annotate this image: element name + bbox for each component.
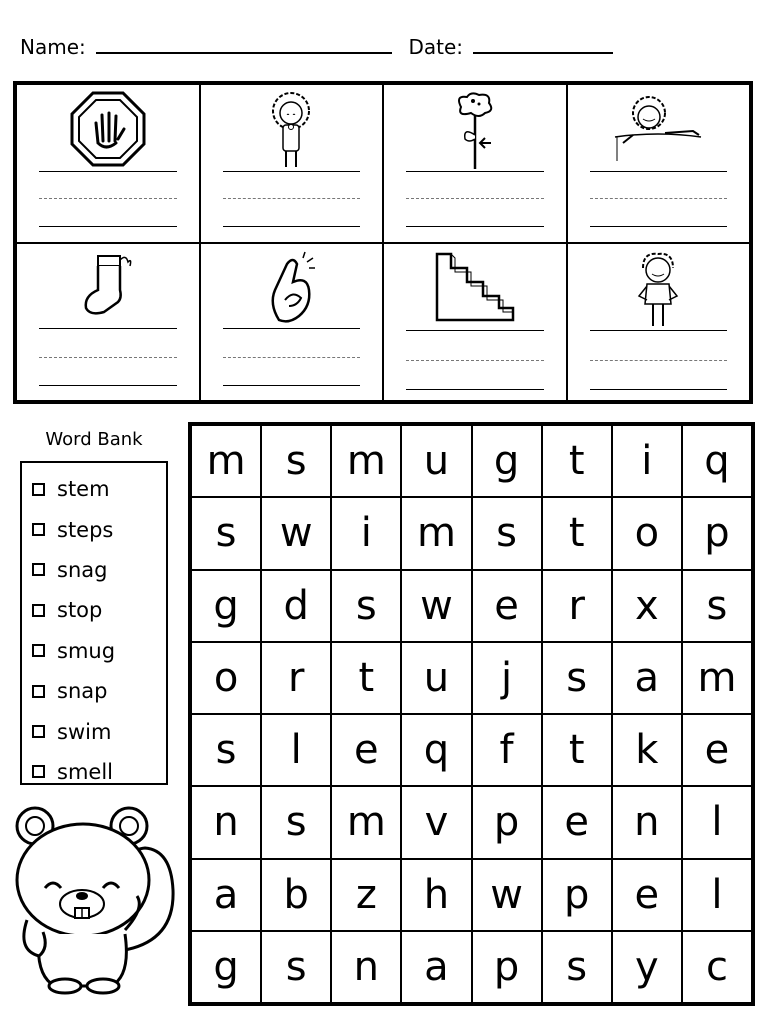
letter-cell[interactable]: l — [682, 859, 752, 931]
checkbox[interactable] — [32, 765, 45, 778]
checkbox[interactable] — [32, 483, 45, 496]
boy-swimming-icon — [613, 91, 703, 167]
letter-cell[interactable]: e — [612, 859, 682, 931]
letter-cell[interactable]: u — [401, 425, 471, 497]
letter-cell[interactable]: r — [542, 570, 612, 642]
letter-cell[interactable]: m — [191, 425, 261, 497]
letter-cell[interactable]: e — [331, 714, 401, 786]
smug-boy-icon — [633, 250, 683, 330]
word-bank-item[interactable]: smell — [22, 752, 166, 792]
letter-cell[interactable]: s — [331, 570, 401, 642]
letter-cell[interactable]: m — [682, 642, 752, 714]
letter-cell[interactable]: g — [191, 570, 261, 642]
letter-cell[interactable]: e — [472, 570, 542, 642]
header — [20, 34, 613, 59]
letter-cell[interactable]: a — [191, 859, 261, 931]
letter-cell[interactable]: a — [612, 642, 682, 714]
name-label: Name: — [20, 35, 86, 59]
letter-cell[interactable]: e — [682, 714, 752, 786]
letter-cell[interactable]: w — [472, 859, 542, 931]
picture-cell — [567, 84, 751, 243]
letter-cell[interactable]: r — [261, 642, 331, 714]
letter-cell[interactable]: t — [542, 425, 612, 497]
letter-cell[interactable]: m — [331, 786, 401, 858]
checkbox[interactable] — [32, 604, 45, 617]
checkbox[interactable] — [32, 725, 45, 738]
letter-cell[interactable]: x — [612, 570, 682, 642]
letter-cell[interactable]: s — [261, 786, 331, 858]
checkbox[interactable] — [32, 644, 45, 657]
letter-cell[interactable]: j — [472, 642, 542, 714]
letter-cell[interactable]: p — [472, 786, 542, 858]
letter-cell[interactable]: b — [261, 859, 331, 931]
stop-sign-icon — [70, 91, 146, 167]
word-bank-item[interactable]: swim — [22, 711, 166, 751]
letter-cell[interactable]: v — [401, 786, 471, 858]
letter-cell[interactable]: m — [401, 497, 471, 569]
sock-snag-icon — [78, 250, 138, 320]
letter-cell[interactable]: p — [542, 859, 612, 931]
picture-cell — [383, 84, 567, 243]
letter-cell[interactable]: p — [472, 931, 542, 1003]
letter-cell[interactable]: a — [401, 931, 471, 1003]
letter-cell[interactable]: p — [682, 497, 752, 569]
checkbox[interactable] — [32, 685, 45, 698]
letter-cell[interactable]: u — [401, 642, 471, 714]
flower-stem-icon — [447, 91, 503, 171]
letter-cell[interactable]: y — [612, 931, 682, 1003]
stairs-steps-icon — [433, 250, 517, 322]
letter-cell[interactable]: o — [612, 497, 682, 569]
picture-cell — [567, 243, 751, 402]
letter-cell[interactable]: l — [261, 714, 331, 786]
picture-cell — [383, 243, 567, 402]
letter-cell[interactable]: s — [261, 931, 331, 1003]
picture-cell — [16, 243, 200, 402]
letter-cell[interactable]: m — [331, 425, 401, 497]
letter-cell[interactable]: t — [331, 642, 401, 714]
letter-cell[interactable]: k — [612, 714, 682, 786]
letter-cell[interactable]: z — [331, 859, 401, 931]
letter-cell[interactable]: n — [331, 931, 401, 1003]
word-bank-item[interactable]: steps — [22, 509, 166, 549]
letter-cell[interactable]: g — [472, 425, 542, 497]
word-bank-item[interactable]: stem — [22, 469, 166, 509]
word-bank-item[interactable]: snag — [22, 550, 166, 590]
date-field[interactable] — [473, 34, 613, 54]
letter-cell[interactable]: w — [401, 570, 471, 642]
letter-cell[interactable]: d — [261, 570, 331, 642]
word-bank — [20, 461, 168, 785]
letter-cell[interactable]: g — [191, 931, 261, 1003]
date-label: Date: — [408, 35, 464, 59]
word-bank-item[interactable]: snap — [22, 671, 166, 711]
letter-cell[interactable]: s — [682, 570, 752, 642]
letter-cell[interactable]: q — [682, 425, 752, 497]
letter-cell[interactable]: f — [472, 714, 542, 786]
finger-snap-icon — [263, 250, 319, 326]
letter-cell[interactable]: t — [542, 714, 612, 786]
checkbox[interactable] — [32, 563, 45, 576]
picture-cell — [200, 84, 384, 243]
letter-cell[interactable]: s — [542, 931, 612, 1003]
letter-cell[interactable]: h — [401, 859, 471, 931]
letter-cell[interactable]: w — [261, 497, 331, 569]
letter-cell[interactable]: n — [612, 786, 682, 858]
word-bank-item[interactable]: stop — [22, 590, 166, 630]
name-field[interactable] — [96, 34, 392, 54]
letter-cell[interactable]: s — [472, 497, 542, 569]
picture-grid — [13, 81, 753, 404]
letter-cell[interactable]: c — [682, 931, 752, 1003]
letter-cell[interactable]: i — [612, 425, 682, 497]
letter-cell[interactable]: l — [682, 786, 752, 858]
word-search-grid — [188, 422, 755, 1006]
checkbox[interactable] — [32, 523, 45, 536]
letter-cell[interactable]: s — [191, 714, 261, 786]
letter-cell[interactable]: n — [191, 786, 261, 858]
letter-cell[interactable]: o — [191, 642, 261, 714]
letter-cell[interactable]: t — [542, 497, 612, 569]
letter-cell[interactable]: s — [191, 497, 261, 569]
word-bank-item[interactable]: smug — [22, 631, 166, 671]
letter-cell[interactable]: q — [401, 714, 471, 786]
letter-cell[interactable]: i — [331, 497, 401, 569]
picture-cell — [16, 84, 200, 243]
letter-cell[interactable]: s — [261, 425, 331, 497]
letter-cell[interactable]: s — [542, 642, 612, 714]
squirrel-icon — [5, 800, 185, 996]
letter-cell[interactable]: e — [542, 786, 612, 858]
picture-cell — [200, 243, 384, 402]
girl-smelling-flower-icon — [263, 91, 319, 171]
word-bank-title: Word Bank — [45, 429, 143, 450]
